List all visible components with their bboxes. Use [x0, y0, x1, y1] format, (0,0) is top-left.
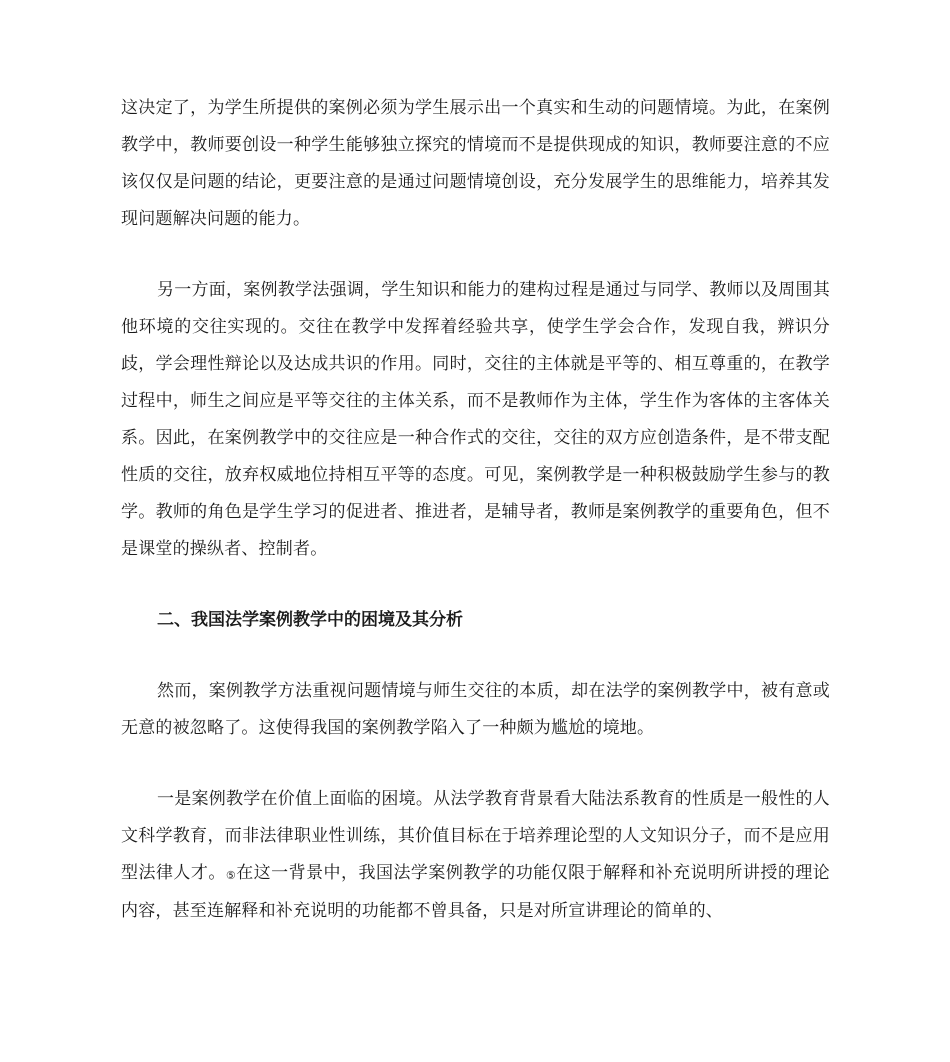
paragraph-gap: [121, 238, 830, 272]
paragraph-1: 这决定了，为学生所提供的案例必须为学生展示出一个真实和生动的问题情境。为此，在案例教学中，教师要创设一种学生能够独立探究的情境而不是提供现成的知识，教师要注意的不应该仅仅是问题的结论，更要注意的是通过问题情境创设，充分发展学生的思维能力，培养其发现问题解决问题的能力。: [121, 98, 830, 229]
paragraph-gap: [121, 639, 830, 673]
paragraph-4: [121, 781, 830, 930]
paragraph-gap: [121, 747, 830, 781]
paragraph-3: 然而，案例教学方法重视问题情境与师生交往的本质，却在法学的案例教学中，被有意或无意的被忽略了。这使得我国的案例教学陷入了一种颇为尴尬的境地。: [121, 681, 830, 738]
footnote-marker: ⑤: [225, 869, 237, 882]
paragraph-2: 另一方面，案例教学法强调，学生知识和能力的建构过程是通过与同学、教师以及周围其他环境的交往实现的。交往在教学中发挥着经验共享，使学生学会合作，发现自我，辨识分歧，学会理性辩论以及达成共识的作用。同时，交往的主体就是平等的、相互尊重的，在教学过程中，师生之间应是平等交往的主体关系，而不是教师作为主体，学生作为客体的主客体关系。因此，在案例教学中的交往应是一种合作式的交往，交往的双方应创造条件，是不带支配性质的交往，放弃权威地位持相互平等的态度。可见，案例教学是一种积极鼓励学生参与的教学。教师的角色是学生学习的促进者、推进者，是辅导者，教师是案例教学的重要角色，但不是课堂的操纵者、控制者。: [121, 280, 830, 559]
document-page: [121, 90, 830, 930]
section-heading: 二、我国法学案例教学中的困境及其分析: [157, 610, 463, 630]
paragraph-4-text-after-note: 在这一背景中，我国法学案例教学的功能仅限于解释和补充说明所讲授的理论内容，甚至连解释和补充说明的功能都不曾具备，只是对所宣讲理论的简单的、: [121, 863, 830, 921]
paragraph-4-text-before-note: 一是案例教学在价值上面临的困境。从法学教育背景看大陆法系教育的性质是一般性的人文科学教育，而非法律职业性训练，其价值目标在于培养理论型的人文知识分子，而不是应用型法律人才。: [121, 789, 830, 883]
paragraph-gap: [121, 568, 830, 602]
